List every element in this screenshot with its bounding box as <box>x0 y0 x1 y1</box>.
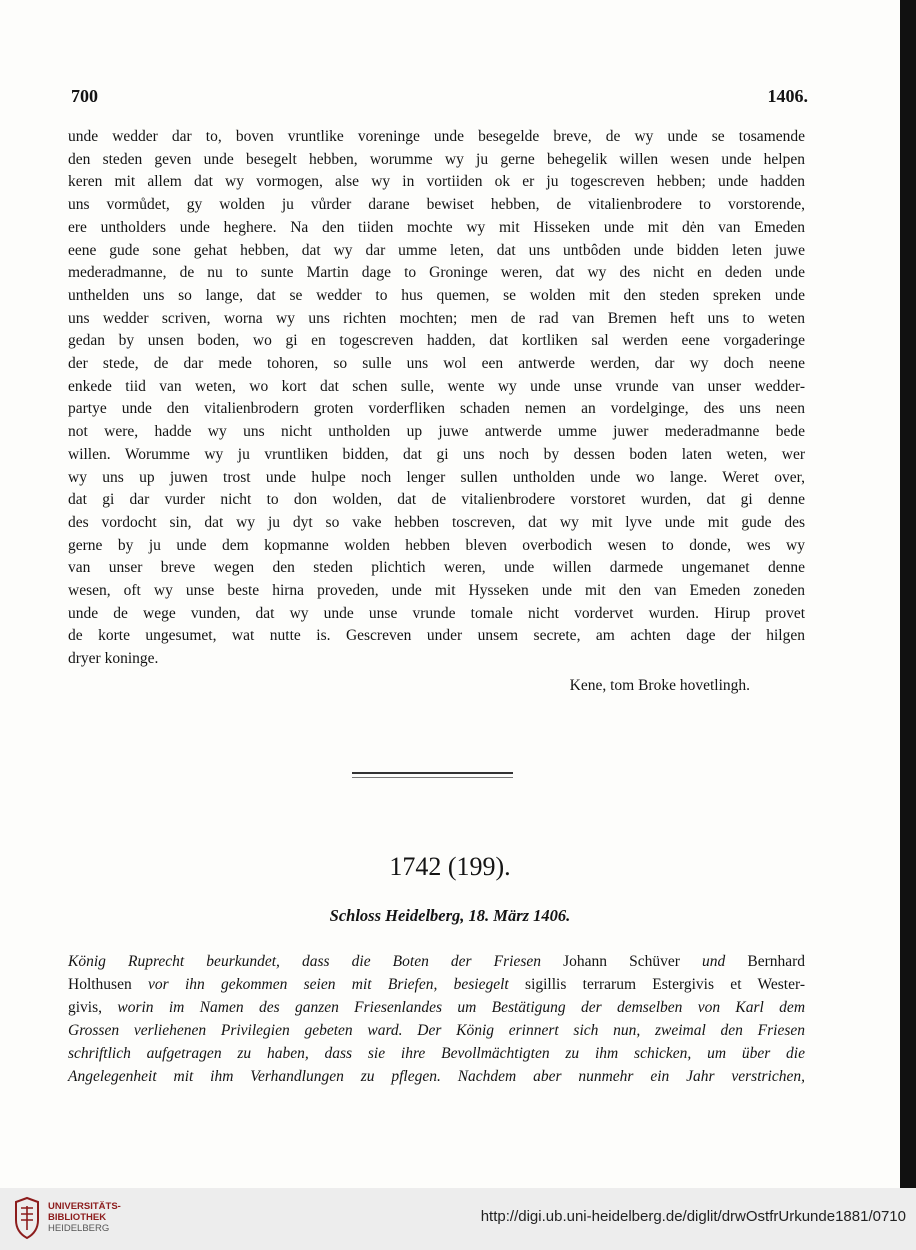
text-line: willen. Worumme wy ju vruntliken bidden, dat gi uns noch by dessen boden laten weten, wer <box>68 445 805 463</box>
regest-line: König Ruprecht beurkundet, dass die Boten der Friesen Johann Schüver und Bernhard <box>68 953 806 970</box>
text-line: des vordocht sin, dat wy ju dyt so vake hebben toscreven, dat wy mit lyve unde mit gude des <box>68 513 805 531</box>
logo-line: BIBLIOTHEK <box>48 1212 107 1223</box>
library-logo <box>48 1201 121 1234</box>
text-line: van unser breve wegen den steden plichtich weren, unde willen darmede ungemanet denne <box>68 559 805 577</box>
regest-line: Holthusen vor ihn gekommen seien mit Briefen, besiegelt sigillis terrarum Estergivis et Wester- <box>68 976 806 993</box>
text-line: unthelden uns so lange, dat se wedder to hus quemen, se wolden mit den steden spreken unde <box>68 286 805 304</box>
scan-edge <box>900 0 916 1188</box>
text-line: eene gude sone gehat hebben, dat wy dar umme leten, dat uns untbôden unde bidden leten juwe <box>68 241 805 259</box>
regest-line: schriftlich aufgetragen zu haben, dass sie ihre Bevollmächtigten zu ihm schicken, um über die <box>68 1045 805 1062</box>
text-line: gedan by unsen boden, wo gi en togescreven hadden, dat kortliken sal werden eene vorgaderinge <box>68 332 805 350</box>
text-line: uns vormůdet, gy wolden ju vůrder darane bewiset hebben, de vitalienbrodere to vorstorende, <box>68 196 805 214</box>
letter-signature: Kene, tom Broke hovetlingh. <box>569 677 750 694</box>
text-line: gerne by ju unde dem kopmanne wolden hebben bleven overbodich wesen to donde, wes wy <box>68 536 805 554</box>
regest-line: givis, worin im Namen des ganzen Friesenlandes um Bestätigung der demselben von Karl dem <box>68 999 806 1016</box>
logo-line: UNIVERSITÄTS- <box>48 1201 121 1212</box>
section-divider <box>352 772 513 778</box>
text-line: unde de wege vunden, dat wy unde unse vrunde tomale nicht vordervet wurden. Hirup provet <box>68 604 805 622</box>
text-line: keren mit allem dat wy vormogen, alse wy in vortiiden ok er ju togescreven hebben; unde hadden <box>68 173 805 191</box>
text-line: uns wedder scriven, worna wy uns richten mochten; men de rad van Bremen heft uns to weten <box>68 309 805 327</box>
text-line: der stede, de dar mede tohoren, so sulle uns wol een antwerde werden, dar wy doch neene <box>68 355 805 373</box>
text-line: de korte ungesumet, wat nutte is. Gescreven under unsem secrete, am achten dage der hilgen <box>68 627 805 645</box>
text-line: wesen, oft wy unse beste hirna proveden, unde mit Hysseken unde mit den van Emeden zoneden <box>68 582 805 600</box>
document-number: 1742 (199). <box>389 852 511 881</box>
running-head-year: 1406. <box>767 86 808 106</box>
regest-body <box>68 950 805 1088</box>
regest-line: Angelegenheit mit ihm Verhandlungen zu pflegen. Nachdem aber nunmehr ein Jahr verstrichen, <box>68 1068 805 1085</box>
text-line: partye unde den vitalienbrodern groten vorderfliken schaden nemen an vordelginge, des uns neen <box>68 400 805 418</box>
university-seal-icon <box>12 1196 42 1240</box>
permalink-url[interactable]: http://digi.ub.uni-heidelberg.de/diglit/drwOstfrUrkunde1881/0710 <box>480 1208 906 1225</box>
letter-body <box>68 126 805 671</box>
logo-line: HEIDELBERG <box>48 1223 110 1234</box>
text-line: wy uns up juwen trost unde hulpe noch lenger sullen untholden unde wo lange. Weret over, <box>68 468 805 486</box>
regest-line: Grossen verliehenen Privilegien gebeten ward. Der König erinnert sich nun, zweimal den Friesen <box>68 1022 805 1039</box>
document-place-date: Schloss Heidelberg, 18. März 1406. <box>329 906 571 925</box>
text-line: dat gi dar vurder nicht to don wolden, dat de vitalienbrodere vorstoret wurden, dat gi denne <box>68 491 805 509</box>
text-line: ere untholders unde heghere. Na den tiiden mochte wy mit Hisseken unde mit dėn van Emeden <box>68 218 805 236</box>
text-line: enkede tiid van weten, wo kort dat schen sulle, wente wy unde unse vrunde van unser wedder- <box>68 377 805 395</box>
viewer-footer <box>0 1188 916 1250</box>
text-line: mederadmanne, de nu to sunte Martin dage to Groninge weren, dat wy des nicht en deden unde <box>68 264 805 282</box>
text-line: den steden geven unde besegelt hebben, worumme wy ju gerne behegelik willen wesen unde helpen <box>68 150 805 168</box>
text-line: dryer koninge. <box>68 650 159 668</box>
text-line: not were, hadde wy uns nicht untholden up juwe antwerde umme juwer mederadmanne bede <box>68 423 805 441</box>
page-number: 700 <box>71 86 98 106</box>
text-line: unde wedder dar to, boven vruntlike voreninge unde besegelde breve, de wy unde se tosamende <box>68 128 805 145</box>
